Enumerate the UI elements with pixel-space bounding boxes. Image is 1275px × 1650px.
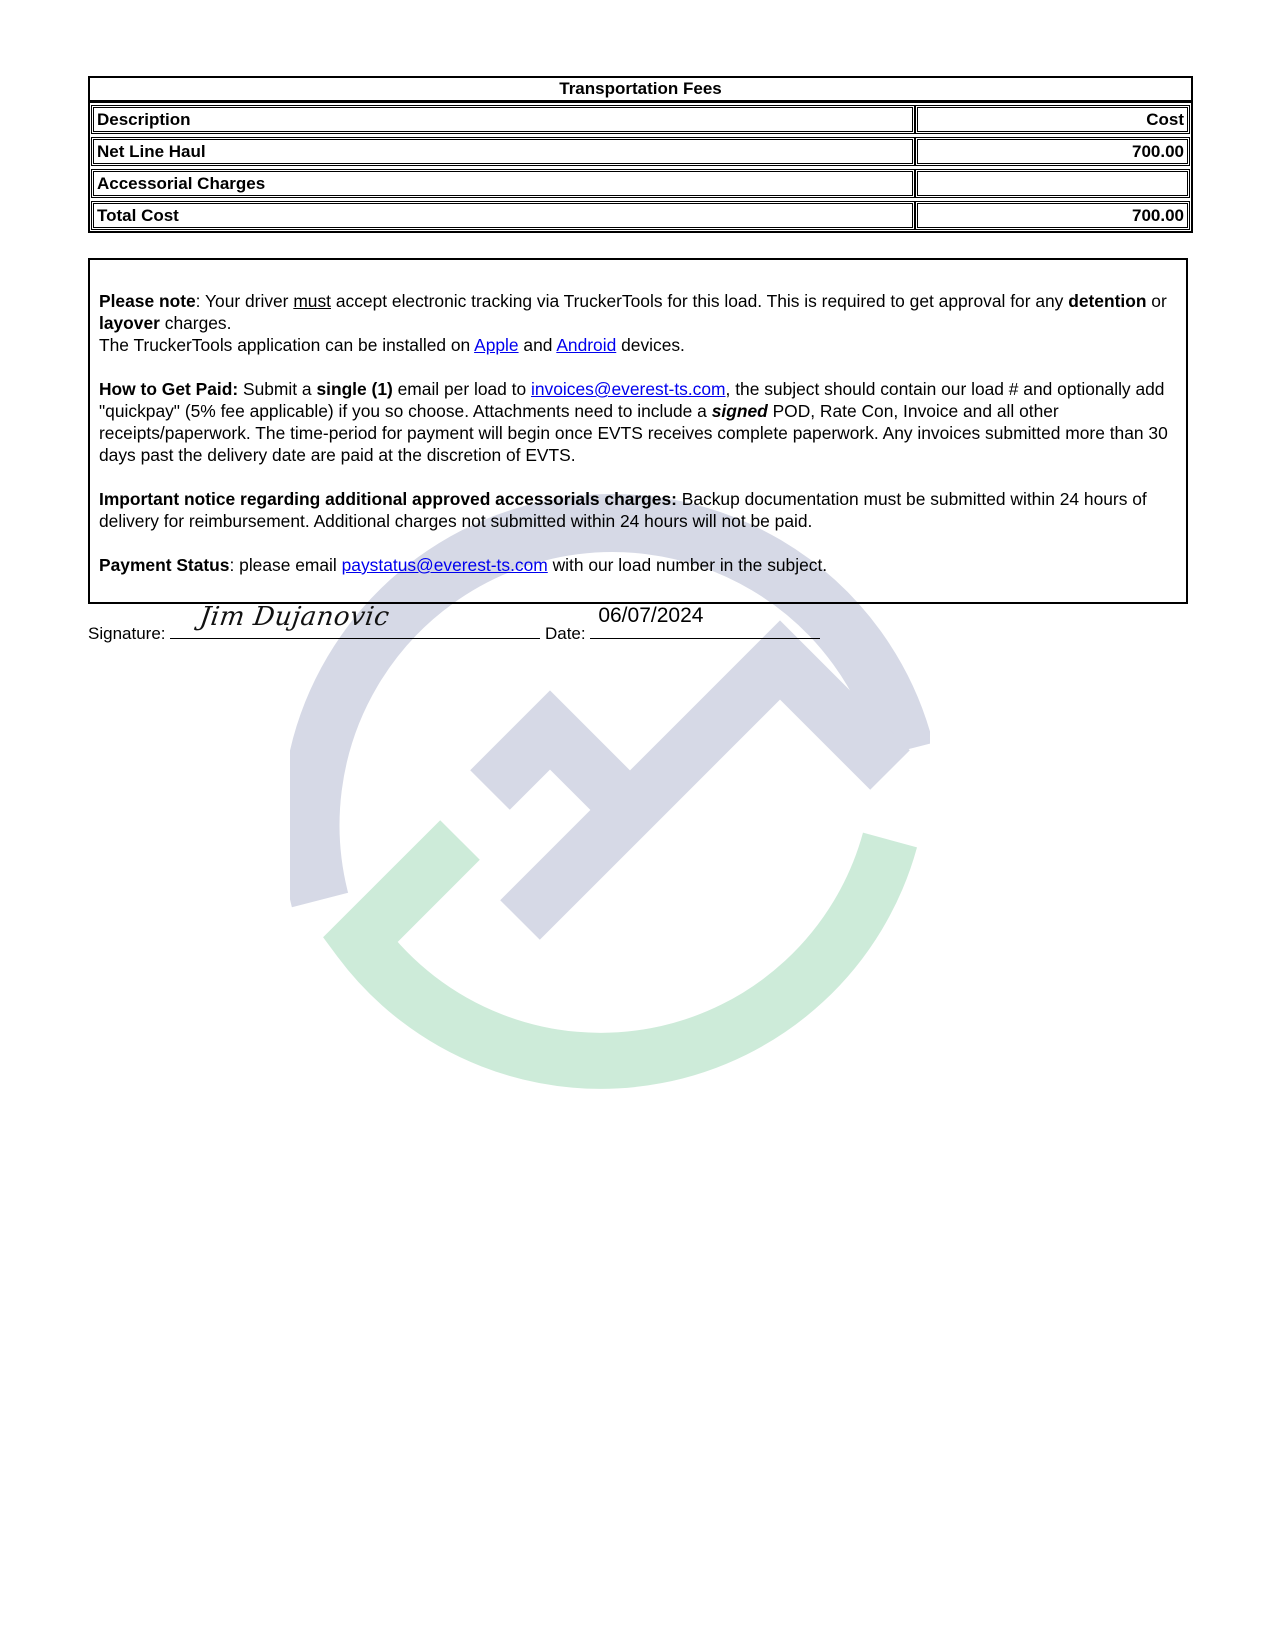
- notice-text: email per load to: [392, 379, 532, 399]
- how-to-get-paid: [99, 378, 1176, 466]
- payment-status: [99, 554, 1176, 576]
- fees-row-accessorial-charges: [90, 168, 1191, 199]
- notice-text: charges.: [159, 313, 232, 333]
- invoices-email-link[interactable]: invoices@everest-ts.com: [531, 379, 726, 399]
- notice-text: The TruckerTools application can be installed on: [99, 335, 475, 355]
- signature-line: [88, 602, 820, 644]
- description-header: Description: [93, 107, 913, 132]
- android-link[interactable]: Android: [556, 335, 617, 355]
- notice-text: POD, Rate Con, Invoice and all other receipts/paperwork. The time-period for payment will begin once EVTS receives complete paperwork. Any invoices submitted more than 30 days past the delivery date are paid at the discretion of EVTS.: [99, 401, 1168, 465]
- notice-text: and: [518, 335, 557, 355]
- date-value: 06/07/2024: [598, 604, 704, 627]
- notice-text: , the subject should contain our load # and optionally add "quickpay" (5% fee applicable) if you so choose. Attachments need to include a: [99, 379, 1165, 421]
- notice-text: : Your driver: [195, 291, 294, 311]
- notice-label: Please note: [99, 291, 196, 311]
- notice-text: or: [1146, 291, 1167, 311]
- row-cost: [917, 171, 1188, 196]
- row-description: Net Line Haul: [93, 139, 913, 164]
- payment-notice-box: [88, 258, 1188, 604]
- row-cost: 700.00: [917, 139, 1188, 164]
- accessorials-notice: [99, 488, 1176, 532]
- transportation-fees-table: [88, 76, 1193, 233]
- how-to-get-paid-label: How to Get Paid:: [99, 379, 239, 399]
- fees-row-net-line-haul: [90, 136, 1191, 167]
- date-label: Date:: [540, 624, 591, 643]
- notice-text: Submit a: [238, 379, 317, 399]
- detention-text: detention: [1068, 291, 1147, 311]
- notice-text: accept electronic tracking via TruckerTools for this load. This is required to get approval for any: [331, 291, 1069, 311]
- layover-text: layover: [99, 313, 160, 333]
- date-field[interactable]: [590, 604, 820, 639]
- apple-link[interactable]: Apple: [474, 335, 519, 355]
- signature-label: Signature:: [88, 624, 171, 643]
- paystatus-email-link[interactable]: paystatus@everest-ts.com: [341, 555, 548, 575]
- row-cost: 700.00: [917, 203, 1188, 228]
- signature-name: Jim Dujanovic: [198, 602, 392, 632]
- signed-text: signed: [711, 401, 768, 421]
- fees-header-row: [90, 104, 1191, 135]
- cost-header: Cost: [917, 107, 1188, 132]
- tracking-notice: [99, 290, 1176, 356]
- fees-row-total-cost: [90, 200, 1191, 231]
- single-text: single (1): [316, 379, 393, 399]
- notice-text: devices.: [616, 335, 685, 355]
- row-description: Accessorial Charges: [93, 171, 913, 196]
- payment-status-label: Payment Status: [99, 555, 230, 575]
- must-text: must: [293, 291, 331, 311]
- notice-text: : please email: [229, 555, 342, 575]
- fees-table-title: Transportation Fees: [90, 78, 1191, 103]
- row-description: Total Cost: [93, 203, 913, 228]
- notice-text: Backup documentation must be submitted within 24 hours of delivery for reimbursement. Additional charges not submitted within 24 hours will not be paid.: [99, 489, 1147, 531]
- notice-text: with our load number in the subject.: [547, 555, 828, 575]
- signature-field[interactable]: [170, 602, 540, 639]
- accessorials-label: Important notice regarding additional approved accessorials charges:: [99, 489, 677, 509]
